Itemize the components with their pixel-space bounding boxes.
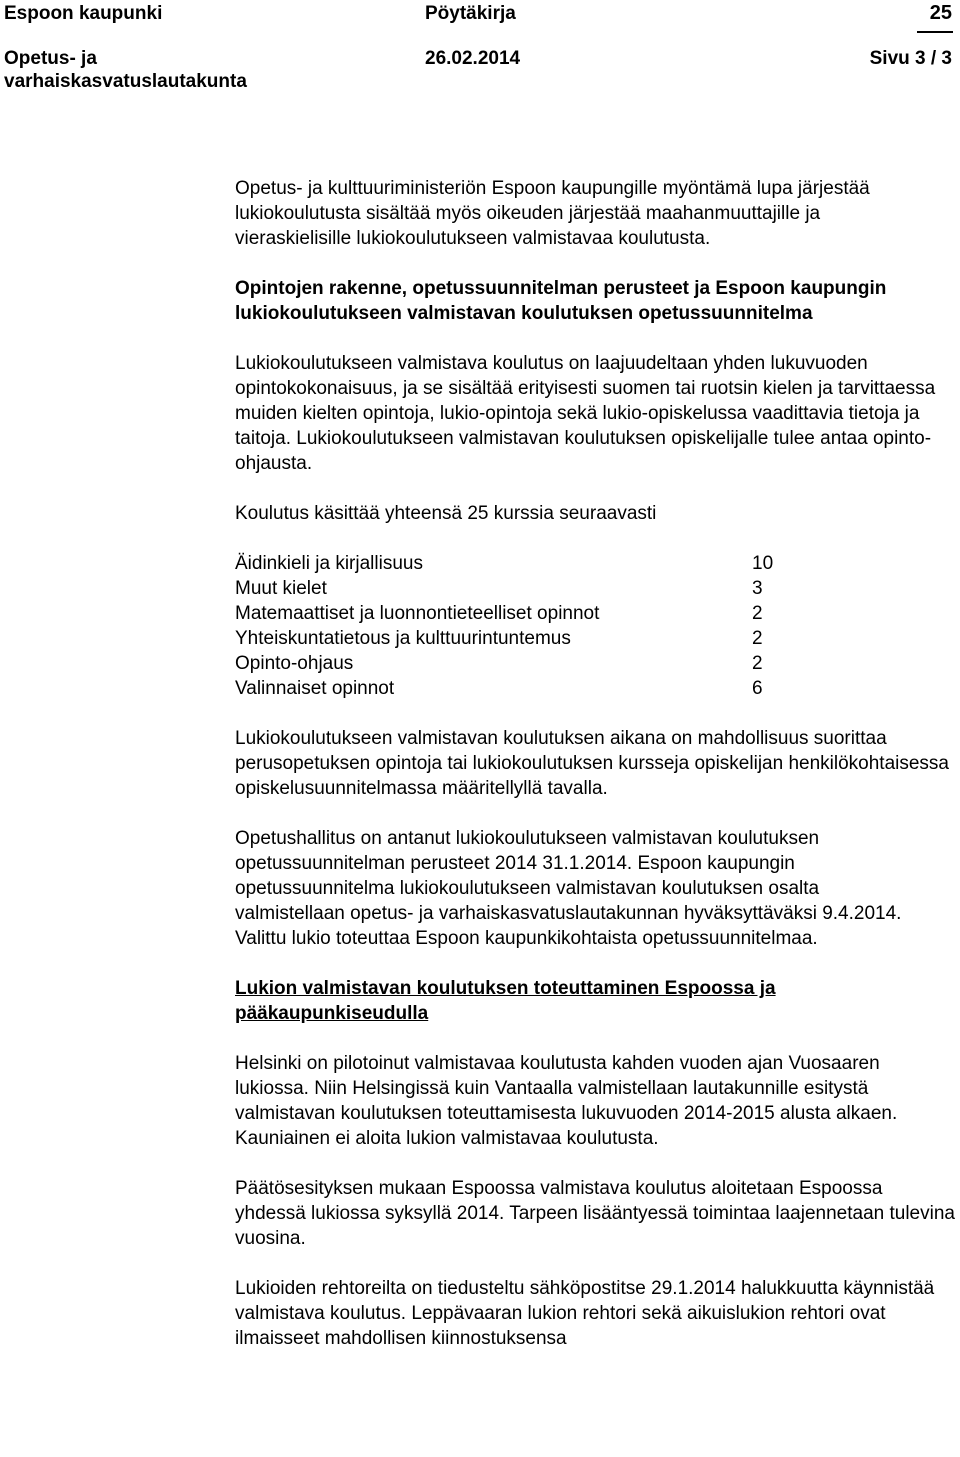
heading-implementation: Lukion valmistavan koulutuksen toteuttaminen Espoossa ja pääkaupunkiseudulla: [235, 978, 776, 1024]
header-date: 26.02.2014: [425, 48, 521, 69]
helsinki-paragraph: Helsinki on pilotoinut valmistavaa koulutusta kahden vuoden ajan Vuosaaren lukiossa. Niin Helsingissä kuin Vantaalla valmistellaan lautakunnille esitystä valmistavan koulutuksen toteuttamisesta lukuvuoden 2014-2015 alusta alkaen. Kauniainen ei aloita lukion valmistavaa koulutusta.: [235, 1053, 898, 1149]
course-name: Matemaattiset ja luonnontieteelliset opinnot: [235, 603, 600, 624]
principals-paragraph: Lukioiden rehtoreilta on tiedusteltu sähköpostitse 29.1.2014 halukkuutta käynnistää valmistava koulutus. Leppävaaran lukion rehtori sekä aikuislukion rehtori ovat ilmaisseet mahdollisen kiinnostuksensa: [235, 1278, 935, 1349]
course-row: [235, 576, 955, 601]
course-name: Äidinkieli ja kirjallisuus: [235, 553, 423, 574]
course-count: 3: [752, 578, 763, 599]
course-row: [235, 626, 955, 651]
curriculum-paragraph: Opetushallitus on antanut lukiokoulutukseen valmistavan koulutuksen opetussuunnitelman perusteet 2014 31.1.2014. Espoon kaupungin opetussuunnitelma lukiokoulutukseen valmistavan koulutuksen osalta valmistellaan opetus- ja varhaiskasvatuslautakunnan hyväksyttäväksi 9.4.2014. Valittu lukio toteuttaa Espoon kaupunkikohtaista opetussuunnitelmaa.: [235, 828, 902, 949]
header-committee-text: Opetus- ja varhaiskasvatuslautakunta: [4, 48, 247, 92]
course-row: [235, 676, 955, 701]
course-row: [235, 601, 955, 626]
header-section-number: 25: [929, 2, 952, 24]
basic-education-paragraph: Lukiokoulutukseen valmistavan koulutuksen aikana on mahdollisuus suorittaa perusopetuksen opintoja tai lukiokoulutuksen kursseja opiskelijan henkilökohtaisessa opiskelusuunnitelmassa määritellyllä tavalla.: [235, 728, 949, 799]
course-count: 6: [752, 678, 763, 699]
course-count: 2: [752, 628, 763, 649]
document-body: [235, 176, 955, 1376]
intro-paragraph: Opetus- ja kulttuuriministeriön Espoon kaupungille myöntämä lupa järjestää lukiokoulutusta sisältää myös oikeuden järjestää maahanmuuttajille ja vieraskielisille lukiokoulutukseen valmistavaa koulutusta.: [235, 178, 870, 249]
course-row: [235, 551, 955, 576]
proposal-paragraph: Päätösesityksen mukaan Espoossa valmistava koulutus aloitetaan Espoossa yhdessä lukiossa syksyllä 2014. Tarpeen lisääntyessä toimintaa laajennetaan tulevina vuosina.: [235, 1178, 955, 1249]
course-name: Valinnaiset opinnot: [235, 678, 395, 699]
course-row: [235, 651, 955, 676]
courses-intro: Koulutus käsittää yhteensä 25 kurssia seuraavasti: [235, 503, 657, 524]
course-name: Yhteiskuntatietous ja kulttuurintuntemus: [235, 628, 571, 649]
course-name: Muut kielet: [235, 578, 327, 599]
course-count: 2: [752, 653, 763, 674]
header-document-type: Pöytäkirja: [425, 3, 516, 24]
section-number-underline: [917, 31, 953, 33]
course-count: 10: [752, 553, 774, 574]
header-municipality: Espoon kaupunki: [4, 3, 163, 24]
header-page-number: Sivu 3 / 3: [869, 48, 952, 69]
header-committee: [4, 47, 294, 93]
structure-paragraph: Lukiokoulutukseen valmistava koulutus on laajuudeltaan yhden lukuvuoden opintokokonaisuus, ja se sisältää erityisesti suomen tai ruotsin kielen ja tarvittaessa muiden kielten opintoja, lukio-opintoja sekä lukio-opiskelussa vaadittavia tietoja ja taitoja. Lukiokoulutukseen valmistavan koulutuksen opiskelijalle tulee antaa opinto-ohjausta.: [235, 353, 936, 474]
course-count: 2: [752, 603, 763, 624]
heading-structure: Opintojen rakenne, opetussuunnitelman perusteet ja Espoon kaupungin lukiokoulutukseen valmistavan koulutuksen opetussuunnitelma: [235, 278, 887, 324]
course-table: [235, 551, 955, 701]
course-name: Opinto-ohjaus: [235, 653, 354, 674]
